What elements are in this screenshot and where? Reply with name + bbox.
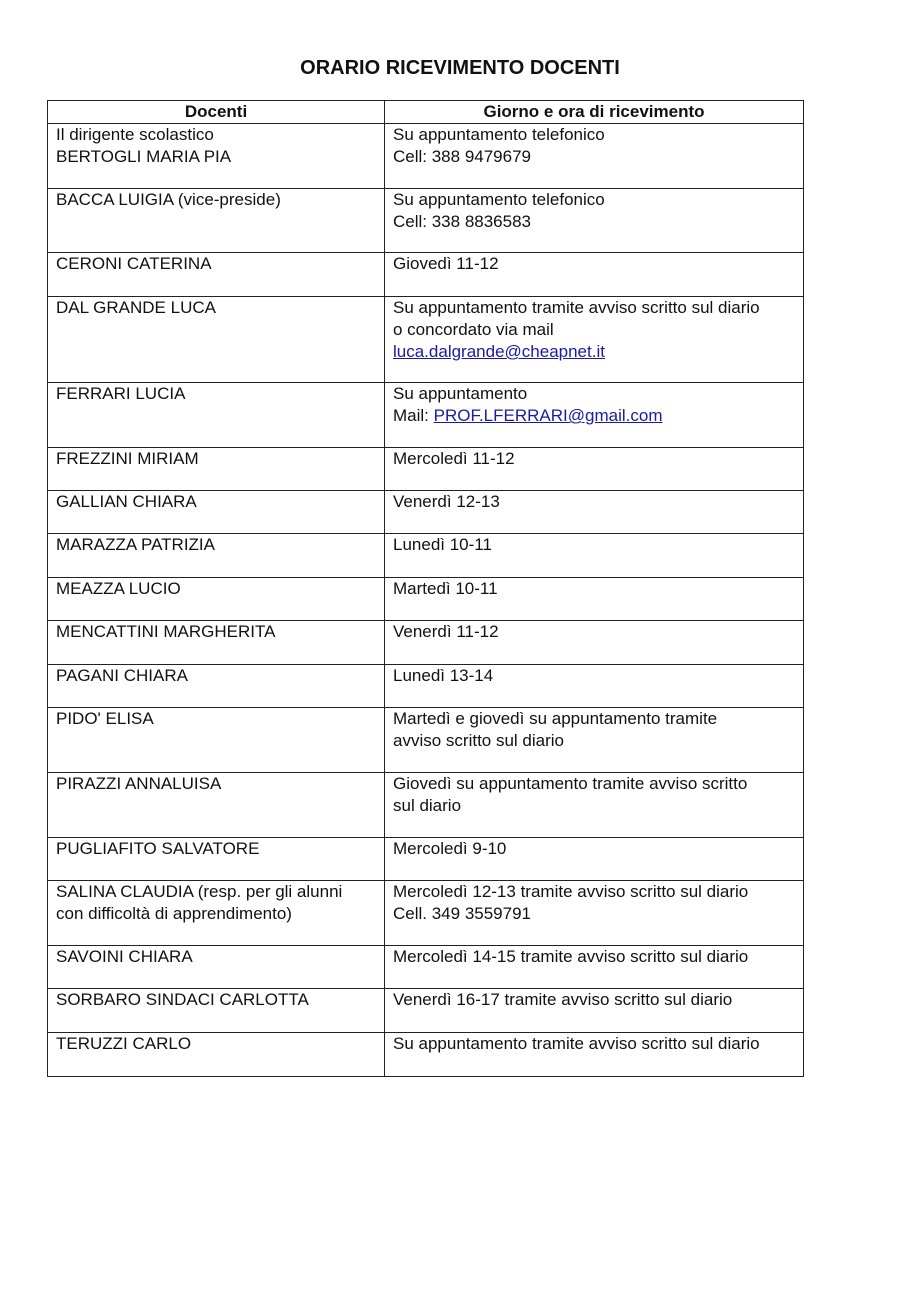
docente-name: TERUZZI CARLO bbox=[56, 1034, 192, 1053]
ricevimento-text: sul diario bbox=[393, 796, 462, 815]
ricevimento-cell bbox=[385, 253, 804, 297]
ricevimento-text: o concordato via mail bbox=[393, 320, 554, 339]
ricevimento-cell bbox=[385, 448, 804, 491]
ricevimento-cell bbox=[385, 578, 804, 621]
ricevimento-text: Venerdì 12-13 bbox=[393, 492, 500, 511]
ricevimento-text: Venerdì 11-12 bbox=[393, 622, 499, 641]
docente-cell bbox=[48, 578, 385, 621]
email-line bbox=[393, 405, 795, 427]
ricevimento-cell bbox=[385, 124, 804, 189]
table-row bbox=[48, 189, 804, 253]
docente-cell bbox=[48, 534, 385, 578]
docente-name: DAL GRANDE LUCA bbox=[56, 298, 216, 317]
docente-name: PAGANI CHIARA bbox=[56, 666, 188, 685]
docente-name: SORBARO SINDACI CARLOTTA bbox=[56, 990, 309, 1009]
docente-name: BACCA LUIGIA (vice-preside) bbox=[56, 190, 281, 209]
docente-name: con difficoltà di apprendimento) bbox=[56, 904, 292, 923]
table-row bbox=[48, 708, 804, 773]
header-ricevimento: Giorno e ora di ricevimento bbox=[385, 101, 804, 124]
table-row bbox=[48, 578, 804, 621]
page-title: ORARIO RICEVIMENTO DOCENTI bbox=[300, 57, 620, 79]
docente-cell bbox=[48, 621, 385, 665]
docente-name: PIRAZZI ANNALUISA bbox=[56, 774, 222, 793]
table-row bbox=[48, 297, 804, 383]
docente-cell bbox=[48, 1033, 385, 1077]
ricevimento-cell bbox=[385, 838, 804, 881]
docente-name: MARAZZA PATRIZIA bbox=[56, 535, 215, 554]
docente-cell bbox=[48, 708, 385, 773]
docente-name: PUGLIAFITO SALVATORE bbox=[56, 839, 260, 858]
ricevimento-text: Martedì 10-11 bbox=[393, 579, 498, 598]
docente-cell bbox=[48, 491, 385, 534]
ricevimento-text: Mercoledì 9-10 bbox=[393, 839, 507, 858]
ricevimento-text: Mercoledì 11-12 bbox=[393, 449, 515, 468]
table-row bbox=[48, 253, 804, 297]
ricevimento-text: Cell: 388 9479679 bbox=[393, 147, 532, 166]
ricevimento-text: Mercoledì 12-13 tramite avviso scritto sul diario bbox=[393, 882, 749, 901]
ricevimento-text: Mercoledì 14-15 tramite avviso scritto sul diario bbox=[393, 947, 749, 966]
ricevimento-text: Su appuntamento telefonico bbox=[393, 125, 605, 144]
docente-cell bbox=[48, 946, 385, 989]
docente-cell bbox=[48, 989, 385, 1033]
table-row bbox=[48, 881, 804, 946]
ricevimento-cell bbox=[385, 881, 804, 946]
table-row bbox=[48, 491, 804, 534]
email-prefix: Mail: bbox=[393, 406, 434, 425]
ricevimento-text: Su appuntamento tramite avviso scritto sul diario bbox=[393, 298, 760, 317]
ricevimento-cell bbox=[385, 946, 804, 989]
docente-cell bbox=[48, 665, 385, 708]
docente-name: SAVOINI CHIARA bbox=[56, 947, 193, 966]
ricevimento-text: Lunedì 13-14 bbox=[393, 666, 494, 685]
table-row bbox=[48, 838, 804, 881]
ricevimento-text: Su appuntamento tramite avviso scritto sul diario bbox=[393, 1034, 760, 1053]
docente-name: FREZZINI MIRIAM bbox=[56, 449, 199, 468]
ricevimento-cell bbox=[385, 989, 804, 1033]
docente-cell bbox=[48, 773, 385, 838]
docente-name: PIDO' ELISA bbox=[56, 709, 154, 728]
docente-name: CERONI CATERINA bbox=[56, 254, 212, 273]
docente-name: BERTOGLI MARIA PIA bbox=[56, 147, 232, 166]
table-row bbox=[48, 621, 804, 665]
docente-cell bbox=[48, 383, 385, 448]
email-line bbox=[393, 341, 795, 363]
table-row bbox=[48, 383, 804, 448]
table-row bbox=[48, 773, 804, 838]
ricevimento-cell bbox=[385, 297, 804, 383]
ricevimento-text: Su appuntamento bbox=[393, 384, 528, 403]
table-row bbox=[48, 448, 804, 491]
ricevimento-cell bbox=[385, 708, 804, 773]
reception-table bbox=[47, 100, 804, 1077]
ricevimento-cell bbox=[385, 773, 804, 838]
ricevimento-cell bbox=[385, 189, 804, 253]
email-link[interactable]: PROF.LFERRARI@gmail.com bbox=[433, 406, 663, 425]
table-row bbox=[48, 946, 804, 989]
table-row bbox=[48, 124, 804, 189]
docente-name: Il dirigente scolastico bbox=[56, 125, 214, 144]
ricevimento-cell bbox=[385, 491, 804, 534]
ricevimento-text: Giovedì 11-12 bbox=[393, 254, 499, 273]
docente-name: MENCATTINI MARGHERITA bbox=[56, 622, 276, 641]
table-row bbox=[48, 989, 804, 1033]
ricevimento-text: Su appuntamento telefonico bbox=[393, 190, 605, 209]
docente-cell bbox=[48, 448, 385, 491]
header-docenti: Docenti bbox=[48, 101, 385, 124]
docente-cell bbox=[48, 881, 385, 946]
docente-name: SALINA CLAUDIA (resp. per gli alunni bbox=[56, 882, 343, 901]
docente-cell bbox=[48, 297, 385, 383]
docente-cell bbox=[48, 189, 385, 253]
email-link[interactable]: luca.dalgrande@cheapnet.it bbox=[393, 342, 605, 361]
ricevimento-text: Cell. 349 3559791 bbox=[393, 904, 532, 923]
table-row bbox=[48, 665, 804, 708]
ricevimento-text: Lunedì 10-11 bbox=[393, 535, 492, 554]
ricevimento-cell bbox=[385, 665, 804, 708]
table-row bbox=[48, 1033, 804, 1077]
docente-name: FERRARI LUCIA bbox=[56, 384, 186, 403]
ricevimento-text: Giovedì su appuntamento tramite avviso scritto bbox=[393, 774, 748, 793]
ricevimento-cell bbox=[385, 621, 804, 665]
ricevimento-cell bbox=[385, 534, 804, 578]
ricevimento-text: avviso scritto sul diario bbox=[393, 731, 565, 750]
ricevimento-text: Venerdì 16-17 tramite avviso scritto sul diario bbox=[393, 990, 733, 1009]
ricevimento-text: Martedì e giovedì su appuntamento tramite bbox=[393, 709, 718, 728]
ricevimento-text: Cell: 338 8836583 bbox=[393, 212, 532, 231]
docente-name: GALLIAN CHIARA bbox=[56, 492, 197, 511]
header-row bbox=[48, 101, 804, 124]
docente-cell bbox=[48, 124, 385, 189]
table-row bbox=[48, 534, 804, 578]
ricevimento-cell bbox=[385, 383, 804, 448]
docente-cell bbox=[48, 838, 385, 881]
docente-name: MEAZZA LUCIO bbox=[56, 579, 181, 598]
ricevimento-cell bbox=[385, 1033, 804, 1077]
docente-cell bbox=[48, 253, 385, 297]
